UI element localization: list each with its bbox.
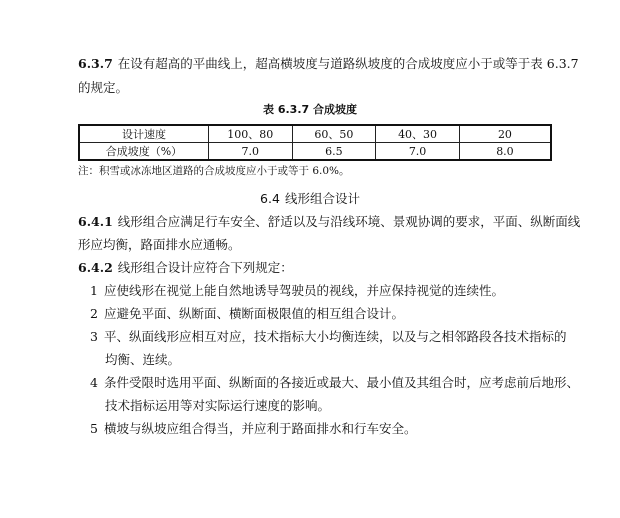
clause-6-3-7-line-2: 的规定。	[78, 80, 129, 95]
table-row-combined-grade	[79, 143, 551, 161]
clause-6-4-1-line-1	[78, 210, 580, 234]
clause-6-4-2-intro	[78, 256, 293, 280]
section-title: 线形组合设计	[284, 191, 360, 206]
list-item-continuation: 技术指标运用等对实际运行速度的影响。	[105, 398, 331, 413]
list-item	[90, 302, 404, 326]
combined-grade-table	[78, 124, 552, 161]
table-note: 注：积雪或冰冻地区道路的合成坡度应小于或等于 6.0%。	[78, 165, 350, 177]
list-item-number: 5	[90, 421, 98, 436]
clause-number: 6.4.2	[78, 260, 113, 275]
table-row-design-speed	[79, 125, 551, 143]
list-item	[90, 371, 579, 395]
list-item-text: 应使线形在视觉上能自然地诱导驾驶员的视线，并应保持视觉的连续性。	[103, 283, 504, 298]
clause-number: 6.3.7	[78, 56, 113, 71]
clause-6-4-1-line-2: 形应均衡，路面排水应通畅。	[78, 237, 241, 252]
table-cell-label: 设计速度	[79, 125, 208, 143]
list-item	[90, 417, 416, 441]
clause-text: 线形组合设计应符合下列规定：	[117, 260, 293, 275]
clause-text: 在设有超高的平曲线上，超高横坡度与道路纵坡度的合成坡度应小于或等于表 6.3.7	[117, 56, 579, 71]
list-item-continuation: 均衡、连续。	[105, 352, 181, 367]
clause-text: 线形组合应满足行车安全、舒适以及与沿线环境、景观协调的要求，平面、纵断面线	[117, 214, 581, 229]
clause-number: 6.4.1	[78, 214, 113, 229]
table-cell: 8.0	[459, 143, 551, 161]
section-number: 6.4	[260, 191, 280, 206]
table-cell: 100、80	[208, 125, 292, 143]
table-cell: 6.5	[292, 143, 376, 161]
list-item-text: 应避免平面、纵断面、横断面极限值的相互组合设计。	[103, 306, 404, 321]
table-cell: 40、30	[376, 125, 460, 143]
list-item	[90, 279, 504, 303]
table-cell: 7.0	[376, 143, 460, 161]
list-item-text: 条件受限时选用平面、纵断面的各接近或最大、最小值及其组合时，应考虑前后地形、	[103, 375, 579, 390]
table-cell: 20	[459, 125, 551, 143]
table-cell-label: 合成坡度（%）	[79, 143, 208, 161]
clause-6-3-7-line-1	[78, 52, 579, 76]
table-caption: 表 6.3.7 合成坡度	[263, 103, 357, 116]
list-item-text: 横坡与纵坡应组合得当，并应利于路面排水和行车安全。	[103, 421, 417, 436]
list-item-number: 1	[90, 283, 98, 298]
list-item	[90, 325, 566, 349]
section-heading	[0, 189, 620, 207]
list-item-number: 4	[90, 375, 98, 390]
list-item-number: 3	[90, 329, 98, 344]
table-cell: 60、50	[292, 125, 376, 143]
list-item-number: 2	[90, 306, 98, 321]
table-cell: 7.0	[208, 143, 292, 161]
list-item-text: 平、纵面线形应相互对应，技术指标大小均衡连续，以及与之相邻路段各技术指标的	[103, 329, 567, 344]
